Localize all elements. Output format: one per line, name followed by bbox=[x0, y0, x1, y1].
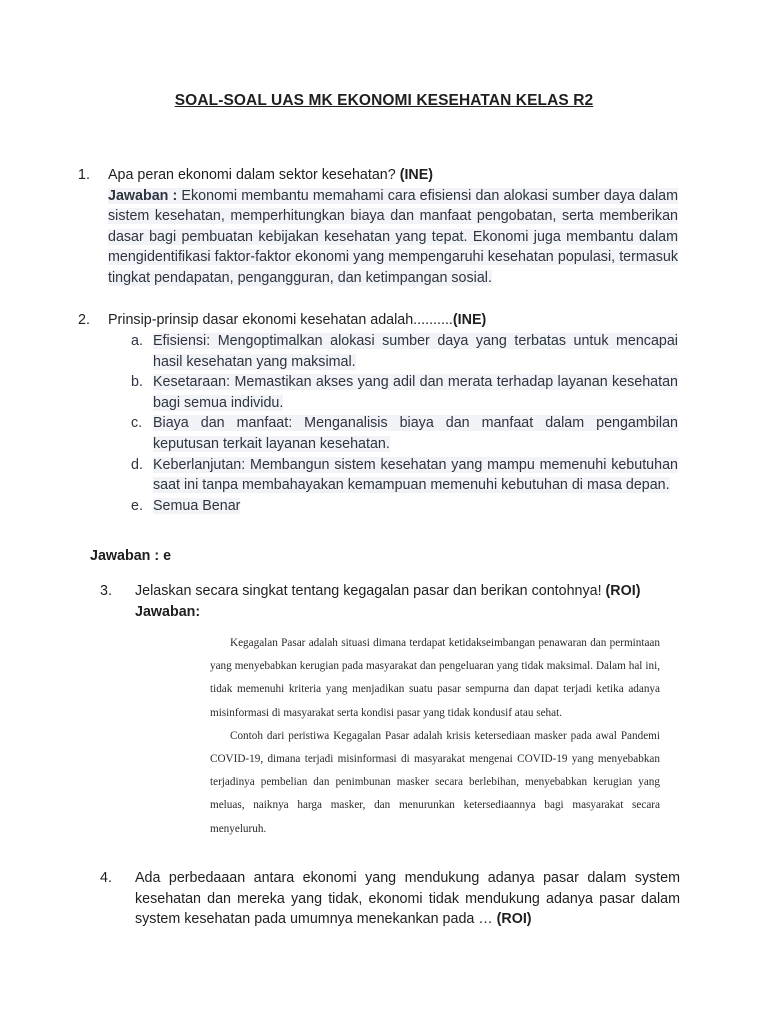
option-text: Efisiensi: Mengoptimalkan alokasi sumber daya yang terbatas untuk mencapai hasil kesehatan yang maksimal. bbox=[153, 333, 678, 370]
question-tag: (INE) bbox=[399, 167, 434, 183]
option-b bbox=[131, 372, 678, 413]
question-prompt: Ada perbedaaan antara ekonomi yang mendukung adanya pasar dalam system kesehatan dan mereka yang tidak, ekonomi tidak mendukung adanya pasar dalam system kesehatan pada umumnya menekankan pada … bbox=[135, 870, 680, 928]
answer-label: Jawaban : bbox=[108, 187, 178, 204]
option-label: e. bbox=[131, 497, 143, 514]
question-number: 1. bbox=[78, 167, 90, 183]
question-tag: (ROI) bbox=[496, 911, 532, 928]
question-tag: (ROI) bbox=[605, 583, 641, 599]
document-title: SOAL-SOAL UAS MK EKONOMI KESEHATAN KELAS R2 bbox=[174, 92, 594, 109]
answer-label: Jawaban: bbox=[135, 603, 201, 620]
question-number: 4. bbox=[100, 870, 112, 886]
scanned-paragraph-2: Contoh dari peristiwa Kegagalan Pasar adalah krisis ketersediaan masker pada awal Pandemi COVID-19, dimana terjadi misinformasi di masyarakat mengenai COVID-19 yang menyebabkan terjadinya pembelian dan penimbunan masker secara berlebihan, menyebabkan kerugian yang meluas, naiknya harga masker, dan menurunkan ketersediaannya bagi masyarakat secara menyeluruh. bbox=[210, 729, 660, 835]
option-text: Kesetaraan: Memastikan akses yang adil dan merata terhadap layanan kesehatan bagi semua individu. bbox=[153, 374, 678, 411]
option-text: Keberlanjutan: Membangun sistem kesehatan yang mampu memenuhi kebutuhan saat ini tanpa membahayakan kemampuan memenuhi kebutuhan di masa depan. bbox=[153, 456, 678, 494]
option-label: c. bbox=[131, 415, 143, 432]
option-label: b. bbox=[131, 374, 143, 391]
answer-text: Ekonomi membantu memahami cara efisiensi dan alokasi sumber daya dalam sistem kesehatan, memperhitungkan biaya dan manfaat pengobatan, serta memberikan dasar bagi pembuatan kebijakan kesehatan yang tepat. Ekonomi juga membantu dalam mengidentifikasi faktor-faktor ekonomi yang mempengaruhi kesehatan populasi, termasuk tingkat pendapatan, pengangguran, dan ketimpangan sosial. bbox=[108, 187, 678, 286]
options-list bbox=[131, 331, 678, 516]
answer-2: Jawaban : e bbox=[90, 548, 172, 564]
option-label: a. bbox=[131, 333, 143, 349]
option-c bbox=[131, 413, 678, 454]
question-tag: (INE) bbox=[452, 312, 487, 328]
question-text bbox=[108, 165, 678, 186]
question-prompt: Jelaskan secara singkat tentang kegagalan pasar dan berikan contohnya! bbox=[135, 583, 606, 599]
answer-block bbox=[108, 186, 678, 289]
question-number: 2. bbox=[78, 312, 90, 328]
question-prompt: Apa peran ekonomi dalam sektor kesehatan? bbox=[108, 167, 400, 183]
option-label: d. bbox=[131, 456, 143, 473]
option-text: Semua Benar bbox=[153, 497, 241, 514]
scanned-answer-image bbox=[210, 632, 660, 841]
question-number: 3. bbox=[100, 583, 112, 599]
option-d bbox=[131, 455, 678, 496]
option-text: Biaya dan manfaat: Menganalisis biaya dan manfaat dalam pengambilan keputusan terkait layanan kesehatan. bbox=[153, 415, 678, 452]
option-a bbox=[131, 331, 678, 372]
question-text bbox=[108, 310, 678, 331]
option-e bbox=[131, 496, 678, 517]
question-text bbox=[135, 581, 680, 602]
question-prompt: Prinsip-prinsip dasar ekonomi kesehatan adalah.......... bbox=[108, 312, 453, 328]
scanned-paragraph-1: Kegagalan Pasar adalah situasi dimana terdapat ketidakseimbangan penawaran dan permintaan yang menyebabkan kerugian pada masyarakat dan pengeluaran yang tidak maksimal. Dalam hal ini, tidak memenuhi kriteria yang menjadikan suatu pasar sempurna dan dapat terjadi ketika adanya misinformasi di masyarakat serta kondisi pasar yang tidak kondusif atau sehat. bbox=[210, 637, 660, 719]
